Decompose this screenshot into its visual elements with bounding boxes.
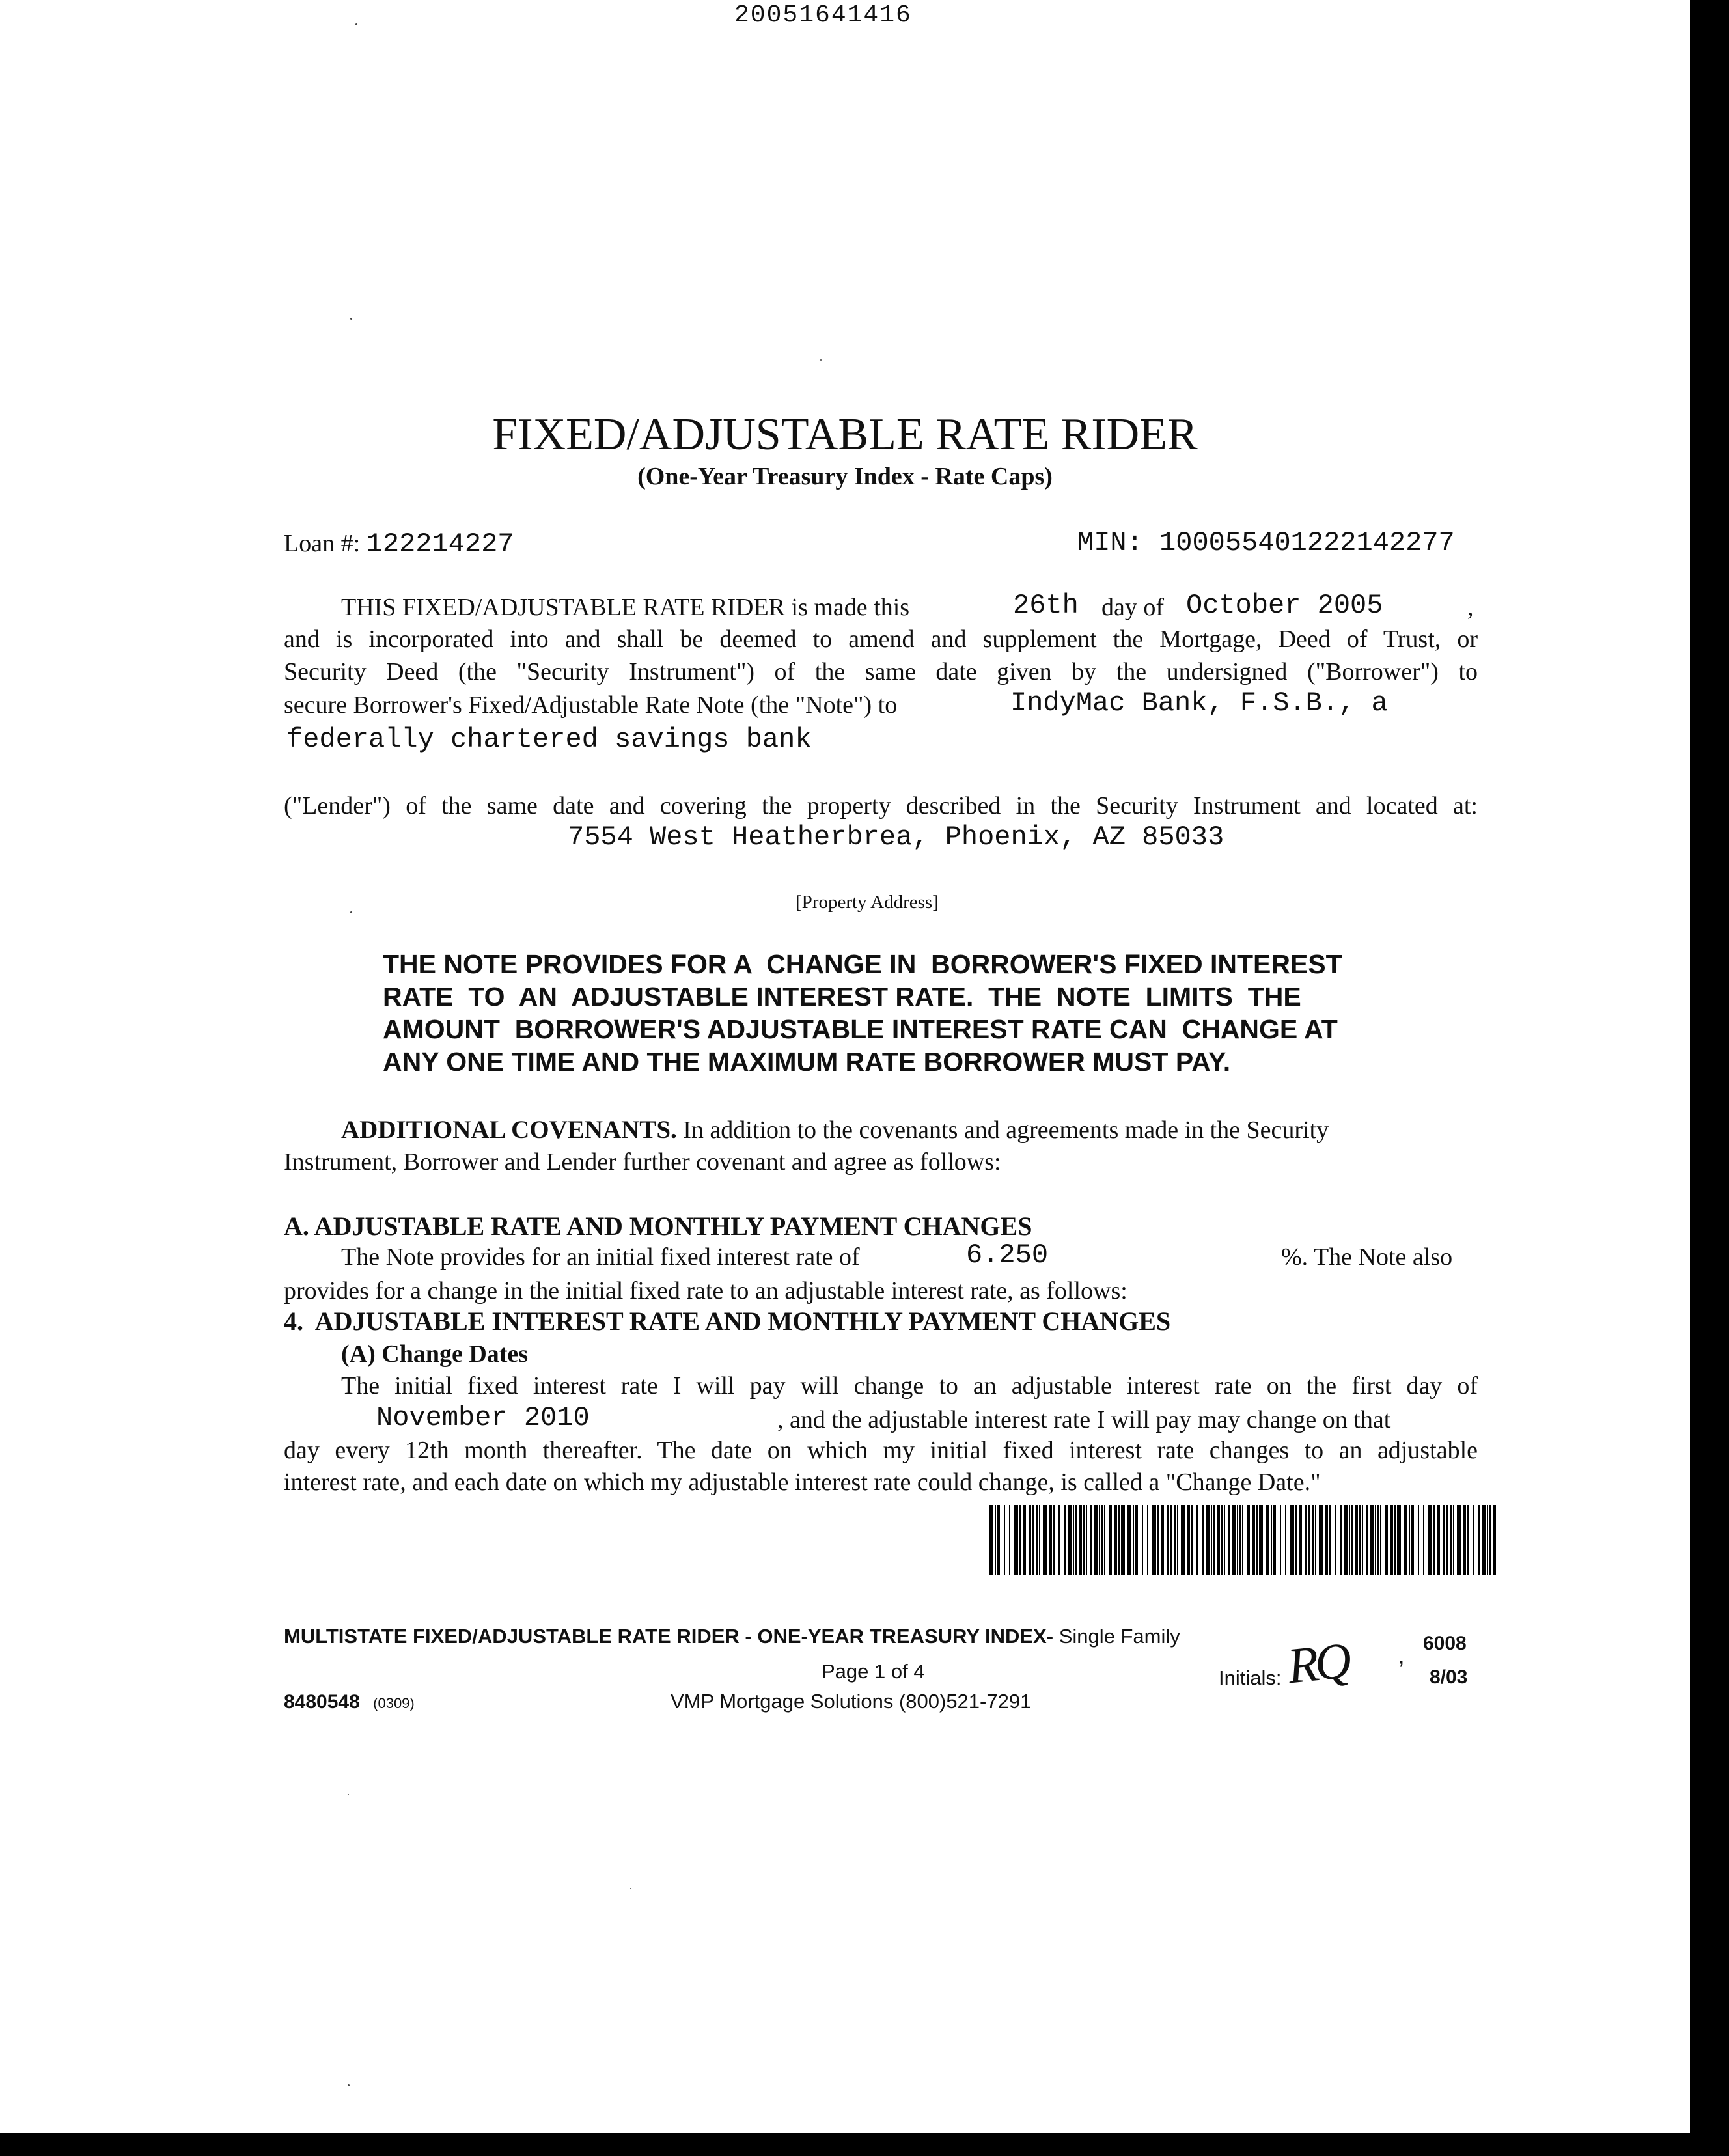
barcode-bar	[1135, 1505, 1138, 1575]
intro-lead: THIS FIXED/ADJUSTABLE RATE RIDER is made this	[341, 594, 910, 621]
barcode-bar	[1152, 1505, 1156, 1575]
barcode-bar	[1305, 1505, 1307, 1575]
barcode-bar	[1359, 1505, 1361, 1575]
form-title-tail: Single Family	[1058, 1625, 1180, 1648]
barcode-bar	[1167, 1505, 1169, 1575]
barcode-bar	[1118, 1505, 1120, 1575]
page-subtitle: (One-Year Treasury Index - Rate Caps)	[637, 463, 1053, 490]
barcode-bar	[1362, 1505, 1363, 1575]
covenants-line-1	[341, 1114, 1329, 1146]
barcode-bar	[1217, 1505, 1220, 1575]
barcode-bar	[1039, 1505, 1040, 1575]
lender-type: federally chartered savings bank	[286, 724, 812, 755]
scan-speck	[355, 23, 357, 25]
barcode-bar	[1075, 1505, 1077, 1575]
barcode-bar	[1170, 1505, 1172, 1575]
barcode-bar	[1147, 1505, 1148, 1575]
form-title	[284, 1625, 1180, 1648]
barcode-bar	[1446, 1505, 1448, 1575]
barcode-bar	[1482, 1505, 1486, 1575]
barcode-bar	[1397, 1505, 1401, 1575]
barcode-bar	[1478, 1505, 1480, 1575]
section-4-line-1-text: The initial fixed interest rate I will pay will change to an adjustable interest rate on the first day of	[341, 1372, 1478, 1400]
barcode-bar	[1029, 1505, 1031, 1575]
document-number: 20051641416	[734, 1, 912, 29]
covenants-heading: ADDITIONAL COVENANTS.	[341, 1116, 677, 1144]
barcode-bar	[1273, 1505, 1276, 1575]
initials-mark: ’	[1398, 1656, 1404, 1685]
barcode-bar	[1127, 1505, 1131, 1575]
barcode-bar	[1221, 1505, 1223, 1575]
barcode-bar	[1450, 1505, 1452, 1575]
scan-speck	[348, 1794, 349, 1795]
barcode-bar	[997, 1505, 1000, 1575]
barcode-bar	[1259, 1505, 1263, 1575]
barcode-bar	[1375, 1505, 1376, 1575]
barcode-bar	[1457, 1505, 1461, 1575]
section-4-line-1	[341, 1371, 1478, 1402]
barcode-bar	[1335, 1505, 1336, 1575]
barcode-bar	[1290, 1505, 1294, 1575]
barcode-bar	[995, 1505, 996, 1575]
intro-line-4: secure Borrower's Fixed/Adjustable Rate Note (the "Note") to	[284, 691, 898, 719]
barcode-bar	[1340, 1505, 1342, 1575]
vendor-line: VMP Mortgage Solutions (800)521-7291	[671, 1690, 1032, 1713]
barcode	[989, 1505, 1497, 1575]
lender-name: IndyMac Bank, F.S.B., a	[1010, 687, 1388, 719]
barcode-bar	[1109, 1505, 1112, 1575]
barcode-bar	[1009, 1505, 1010, 1575]
page-number: Page 1 of 4	[822, 1660, 925, 1683]
section-a-line-1: The Note provides for an initial fixed interest rate of	[341, 1243, 860, 1271]
barcode-bar	[1247, 1505, 1250, 1575]
section-a-line-1-tail: %. The Note also	[1281, 1243, 1453, 1271]
barcode-bar	[1239, 1505, 1241, 1575]
barcode-bar	[1437, 1505, 1440, 1575]
barcode-bar	[1355, 1505, 1358, 1575]
form-revision: 8/03	[1430, 1666, 1468, 1688]
barcode-bar	[1433, 1505, 1435, 1575]
barcode-bar	[1161, 1505, 1164, 1575]
barcode-bar	[1242, 1505, 1243, 1575]
doc-code	[284, 1691, 415, 1713]
min-number	[1077, 527, 1455, 559]
barcode-bar	[1428, 1505, 1432, 1575]
scan-speck	[350, 911, 352, 913]
scan-speck	[350, 318, 352, 320]
barcode-bar	[1014, 1505, 1018, 1575]
section-4-heading: 4. ADJUSTABLE INTEREST RATE AND MONTHLY PAYMENT CHANGES	[284, 1306, 1171, 1336]
barcode-bar	[1073, 1505, 1074, 1575]
barcode-bar	[1114, 1505, 1117, 1575]
barcode-bar	[1133, 1505, 1134, 1575]
initials-signature-text: RQ	[1284, 1631, 1351, 1694]
barcode-bar	[1467, 1505, 1469, 1575]
barcode-bar	[1423, 1505, 1424, 1575]
barcode-bar	[1079, 1505, 1082, 1575]
barcode-bar	[1094, 1505, 1098, 1575]
section-4-line-3: day every 12th month thereafter. The date on which my initial fixed interest rate changes to an adjustable	[284, 1437, 1478, 1464]
scan-speck	[630, 1888, 631, 1889]
notice-line: ANY ONE TIME AND THE MAXIMUM RATE BORROWER MUST PAY.	[383, 1047, 1231, 1077]
barcode-bar	[1473, 1505, 1474, 1575]
min-label: MIN:	[1077, 527, 1143, 559]
scan-speck	[348, 2084, 350, 2086]
barcode-bar	[1101, 1505, 1103, 1575]
intro-line-3: Security Deed (the "Security Instrument") of the same date given by the undersigned ("Borrower") to	[284, 658, 1478, 685]
intro-line-6: ("Lender") of the same date and covering the property described in the Security Instrument and located at:	[284, 792, 1478, 820]
loan-number	[284, 529, 514, 560]
barcode-bar	[1271, 1505, 1272, 1575]
barcode-bar	[1043, 1505, 1047, 1575]
form-number: 6008	[1423, 1633, 1467, 1654]
barcode-bar	[1443, 1505, 1445, 1575]
section-4-subheading: (A) Change Dates	[341, 1340, 529, 1368]
barcode-bar	[1191, 1505, 1193, 1575]
barcode-bar	[1404, 1505, 1407, 1575]
barcode-bar	[1064, 1505, 1066, 1575]
barcode-bar	[1315, 1505, 1316, 1575]
barcode-bar	[1142, 1505, 1143, 1575]
barcode-bar	[1232, 1505, 1236, 1575]
property-address: 7554 West Heatherbrea, Phoenix, AZ 85033	[568, 822, 1224, 853]
barcode-bar	[1157, 1505, 1159, 1575]
barcode-bar	[1036, 1505, 1038, 1575]
barcode-bar	[1049, 1505, 1052, 1575]
barcode-bar	[1211, 1505, 1212, 1575]
barcode-bar	[1370, 1505, 1374, 1575]
page-title: FIXED/ADJUSTABLE RATE RIDER	[492, 409, 1198, 460]
barcode-bar	[1418, 1505, 1419, 1575]
barcode-bar	[1344, 1505, 1348, 1575]
barcode-bar	[1351, 1505, 1353, 1575]
barcode-bar	[1411, 1505, 1414, 1575]
notice-line: RATE TO AN ADJUSTABLE INTEREST RATE. THE NOTE LIMITS THE	[383, 982, 1301, 1012]
intro-month-year: October 2005	[1186, 590, 1383, 621]
doc-code-number: 8480548	[284, 1691, 360, 1713]
loan-number-value: 122214227	[366, 529, 514, 560]
barcode-bar	[1224, 1505, 1225, 1575]
doc-code-small: (0309)	[373, 1695, 415, 1711]
loan-number-label: Loan #:	[284, 530, 361, 557]
barcode-bar	[1256, 1505, 1258, 1575]
barcode-bar	[1206, 1505, 1210, 1575]
barcode-bar	[1329, 1505, 1331, 1575]
barcode-bar	[1308, 1505, 1310, 1575]
intro-line-2: and is incorporated into and shall be deemed to amend and supplement the Mortgage, Deed of Trust, or	[284, 626, 1478, 653]
barcode-bar	[989, 1505, 993, 1575]
barcode-bar	[1312, 1505, 1314, 1575]
barcode-bar	[1295, 1505, 1297, 1575]
barcode-bar	[1487, 1505, 1488, 1575]
barcode-bar	[1196, 1505, 1198, 1575]
barcode-bar	[1174, 1505, 1176, 1575]
intro-day: 26th	[1013, 590, 1079, 621]
intro-day-of: day of	[1101, 594, 1165, 621]
barcode-bar	[1121, 1505, 1125, 1575]
barcode-bar	[1023, 1505, 1026, 1575]
barcode-bar	[1019, 1505, 1021, 1575]
barcode-bar	[1228, 1505, 1230, 1575]
barcode-bar	[1377, 1505, 1379, 1575]
barcode-bar	[1086, 1505, 1087, 1575]
barcode-bar	[1299, 1505, 1302, 1575]
barcode-bar	[1394, 1505, 1396, 1575]
barcode-bar	[1266, 1505, 1269, 1575]
property-address-caption: [Property Address]	[795, 892, 939, 913]
min-value: 100055401222142277	[1159, 527, 1455, 559]
notice-line: AMOUNT BORROWER'S ADJUSTABLE INTEREST RATE CAN CHANGE AT	[383, 1014, 1338, 1044]
barcode-bar	[1453, 1505, 1454, 1575]
barcode-bar	[1493, 1505, 1496, 1575]
barcode-bar	[1090, 1505, 1092, 1575]
barcode-bar	[1489, 1505, 1491, 1575]
barcode-bar	[1325, 1505, 1328, 1575]
initials-signature	[1285, 1631, 1351, 1695]
initials-label: Initials:	[1219, 1666, 1282, 1689]
barcode-bar	[1068, 1505, 1072, 1575]
barcode-bar	[1252, 1505, 1255, 1575]
change-date-month: November 2010	[376, 1402, 590, 1433]
barcode-bar	[1004, 1505, 1005, 1575]
barcode-bar	[1187, 1505, 1190, 1575]
barcode-bar	[1058, 1505, 1060, 1575]
barcode-bar	[1202, 1505, 1204, 1575]
covenants-line-2: Instrument, Borrower and Lender further covenant and agree as follows:	[284, 1148, 1001, 1176]
section-4-line-2-tail: , and the adjustable interest rate I will pay may change on that	[777, 1406, 1391, 1433]
barcode-bar	[1213, 1505, 1215, 1575]
barcode-bar	[1104, 1505, 1105, 1575]
intro-line-1	[341, 592, 909, 623]
section-a-heading: A. ADJUSTABLE RATE AND MONTHLY PAYMENT CHANGES	[284, 1211, 1032, 1241]
initial-rate: 6.250	[966, 1239, 1049, 1271]
notice-block	[383, 948, 1342, 1078]
section-4-line-4: interest rate, and each date on which my adjustable interest rate could change, is called a "Change Date."	[284, 1469, 1321, 1496]
barcode-bar	[1285, 1505, 1286, 1575]
barcode-bar	[1280, 1505, 1281, 1575]
barcode-bar	[1319, 1505, 1323, 1575]
covenants-text: In addition to the covenants and agreements made in the Security	[683, 1116, 1329, 1144]
section-a-line-2: provides for a change in the initial fixed rate to an adjustable interest rate, as follows:	[284, 1277, 1127, 1305]
barcode-bar	[1083, 1505, 1085, 1575]
barcode-bar	[1385, 1505, 1388, 1575]
barcode-bar	[1409, 1505, 1410, 1575]
barcode-bar	[1177, 1505, 1178, 1575]
barcode-bar	[1237, 1505, 1238, 1575]
barcode-bar	[1032, 1505, 1034, 1575]
barcode-bar	[1099, 1505, 1100, 1575]
barcode-bar	[1463, 1505, 1466, 1575]
barcode-bar	[1053, 1505, 1055, 1575]
intro-comma: ,	[1467, 594, 1474, 621]
barcode-bar	[1366, 1505, 1368, 1575]
scan-speck	[820, 359, 822, 361]
notice-line: THE NOTE PROVIDES FOR A CHANGE IN BORROWER'S FIXED INTEREST	[383, 949, 1342, 979]
barcode-bar	[1181, 1505, 1185, 1575]
barcode-bar	[1380, 1505, 1381, 1575]
barcode-bar	[1390, 1505, 1393, 1575]
form-title-text: MULTISTATE FIXED/ADJUSTABLE RATE RIDER - ONE-YEAR TREASURY INDEX-	[284, 1625, 1054, 1648]
barcode-bar	[1349, 1505, 1350, 1575]
